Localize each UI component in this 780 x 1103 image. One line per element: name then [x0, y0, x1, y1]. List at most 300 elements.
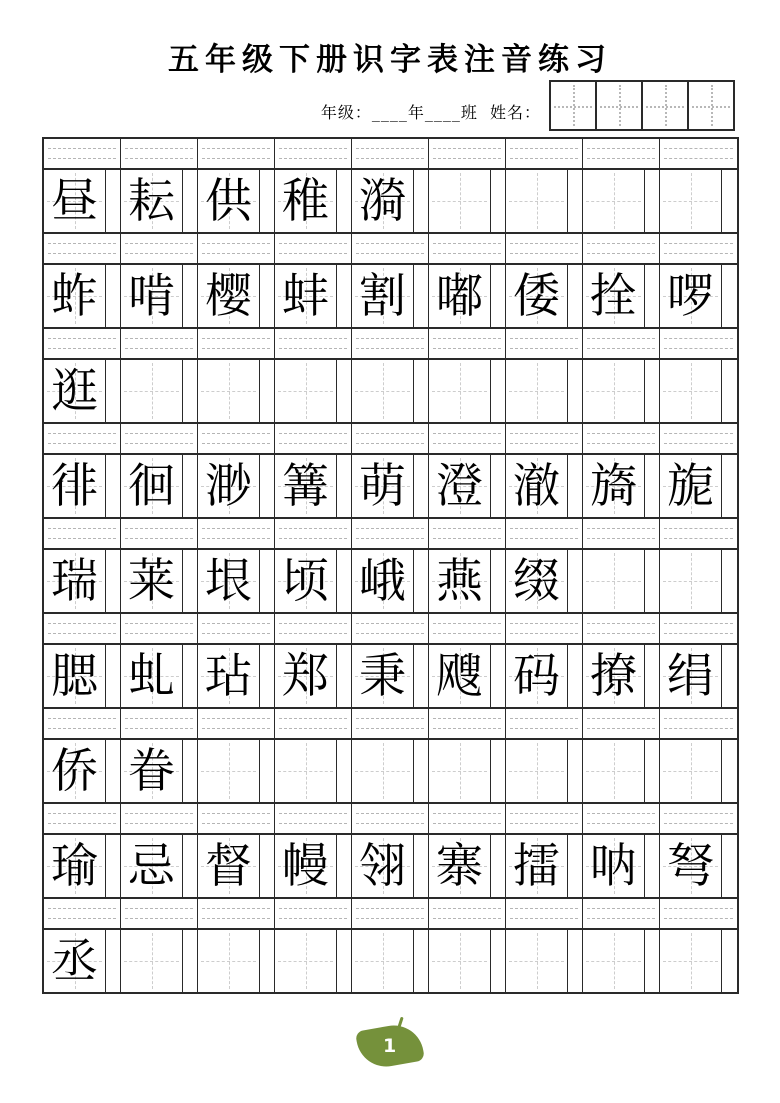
cell-spacer — [645, 455, 660, 517]
pinyin-cell — [275, 804, 352, 833]
cell-spacer — [722, 740, 737, 802]
character-cell — [198, 645, 260, 707]
cell-spacer — [645, 265, 660, 327]
cell-spacer — [337, 550, 352, 612]
character-cell — [121, 170, 183, 232]
character-cell — [660, 265, 722, 327]
pinyin-cell — [198, 614, 275, 643]
character-cell — [583, 265, 645, 327]
character-cell — [44, 265, 106, 327]
cell-spacer — [183, 550, 198, 612]
cell-spacer — [645, 170, 660, 232]
cell-spacer — [183, 360, 198, 422]
cell-spacer — [568, 455, 583, 517]
cell-spacer — [260, 360, 275, 422]
character-glyph: 徘 — [51, 458, 98, 514]
pinyin-cell — [275, 709, 352, 738]
cell-spacer — [568, 930, 583, 992]
cell-spacer — [106, 265, 121, 327]
cell-spacer — [260, 550, 275, 612]
character-glyph: 秉 — [359, 648, 406, 704]
cell-spacer — [568, 740, 583, 802]
character-cell — [275, 930, 337, 992]
cell-spacer — [183, 455, 198, 517]
character-glyph: 拴 — [590, 268, 637, 324]
cell-spacer — [260, 265, 275, 327]
character-glyph: 督 — [205, 838, 252, 894]
cell-spacer — [414, 360, 429, 422]
cell-spacer — [568, 170, 583, 232]
character-cell — [121, 740, 183, 802]
pinyin-cell — [198, 139, 275, 168]
cell-spacer — [491, 645, 506, 707]
character-cell — [583, 455, 645, 517]
character-cell — [352, 930, 414, 992]
character-glyph: 擂 — [513, 838, 560, 894]
pinyin-cell — [352, 899, 429, 928]
character-cell — [506, 645, 568, 707]
pinyin-cell — [583, 139, 660, 168]
character-glyph: 倭 — [513, 268, 560, 324]
pinyin-cell — [506, 614, 583, 643]
character-glyph: 寨 — [436, 838, 483, 894]
character-cell — [583, 550, 645, 612]
leaf-page-number-icon — [355, 1021, 425, 1072]
cell-spacer — [260, 930, 275, 992]
character-cell — [44, 930, 106, 992]
pinyin-cell — [583, 614, 660, 643]
character-cell — [429, 170, 491, 232]
character-glyph: 绢 — [667, 648, 714, 704]
pinyin-cell — [121, 234, 198, 263]
pinyin-cell — [121, 614, 198, 643]
pinyin-cell — [121, 139, 198, 168]
cell-spacer — [568, 360, 583, 422]
character-cell — [198, 360, 260, 422]
cell-spacer — [722, 455, 737, 517]
character-cell — [352, 360, 414, 422]
pinyin-cell — [429, 519, 506, 548]
pinyin-cell — [198, 709, 275, 738]
pinyin-cell — [275, 234, 352, 263]
character-row — [44, 740, 737, 802]
cell-spacer — [414, 455, 429, 517]
character-cell — [275, 645, 337, 707]
character-cell — [352, 455, 414, 517]
cell-spacer — [183, 170, 198, 232]
cell-spacer — [260, 740, 275, 802]
character-glyph: 啃 — [128, 268, 175, 324]
cell-spacer — [491, 265, 506, 327]
cell-spacer — [645, 360, 660, 422]
cell-spacer — [568, 550, 583, 612]
cell-spacer — [106, 360, 121, 422]
cell-spacer — [414, 930, 429, 992]
character-row — [44, 930, 737, 992]
cell-spacer — [260, 645, 275, 707]
cell-spacer — [414, 550, 429, 612]
character-row — [44, 170, 737, 232]
character-glyph: 昼 — [51, 173, 98, 229]
pinyin-cell — [121, 329, 198, 358]
pinyin-cell — [660, 234, 737, 263]
pinyin-cell — [429, 329, 506, 358]
cell-spacer — [722, 930, 737, 992]
cell-spacer — [106, 835, 121, 897]
character-glyph: 弩 — [667, 838, 714, 894]
pinyin-cell — [429, 424, 506, 453]
cell-spacer — [337, 360, 352, 422]
character-cell — [121, 265, 183, 327]
pinyin-cell — [352, 614, 429, 643]
page-footer — [358, 1026, 422, 1066]
character-cell — [429, 740, 491, 802]
character-glyph: 翎 — [359, 838, 406, 894]
pinyin-cell — [352, 424, 429, 453]
pinyin-row — [44, 612, 737, 645]
cell-spacer — [260, 835, 275, 897]
character-glyph: 萌 — [359, 458, 406, 514]
cell-spacer — [722, 360, 737, 422]
character-cell — [583, 835, 645, 897]
cell-spacer — [568, 645, 583, 707]
cell-spacer — [337, 170, 352, 232]
character-glyph: 呐 — [590, 838, 637, 894]
character-cell — [660, 550, 722, 612]
character-glyph: 嘟 — [436, 268, 483, 324]
page-title: 五年级下册识字表注音练习 — [168, 42, 612, 78]
character-cell — [44, 835, 106, 897]
pinyin-cell — [275, 899, 352, 928]
character-cell — [352, 550, 414, 612]
cell-spacer — [260, 170, 275, 232]
cell-spacer — [337, 645, 352, 707]
character-cell — [660, 835, 722, 897]
cell-spacer — [106, 740, 121, 802]
character-glyph: 供 — [205, 173, 252, 229]
character-cell — [121, 360, 183, 422]
cell-spacer — [645, 835, 660, 897]
pinyin-cell — [44, 519, 121, 548]
character-glyph: 蚱 — [51, 268, 98, 324]
pinyin-cell — [352, 804, 429, 833]
name-writing-grid — [549, 80, 735, 131]
pinyin-cell — [44, 709, 121, 738]
character-cell — [583, 360, 645, 422]
cell-spacer — [491, 360, 506, 422]
cell-spacer — [260, 455, 275, 517]
character-cell — [198, 455, 260, 517]
character-cell — [275, 455, 337, 517]
pinyin-cell — [506, 139, 583, 168]
character-cell — [429, 360, 491, 422]
pinyin-cell — [506, 804, 583, 833]
pinyin-cell — [44, 614, 121, 643]
character-glyph: 郑 — [282, 648, 329, 704]
character-cell — [352, 265, 414, 327]
character-glyph: 眷 — [128, 743, 175, 799]
cell-spacer — [645, 740, 660, 802]
pinyin-cell — [583, 804, 660, 833]
pinyin-row — [44, 802, 737, 835]
pinyin-cell — [44, 234, 121, 263]
pinyin-row — [44, 327, 737, 360]
character-cell — [506, 740, 568, 802]
pinyin-row — [44, 517, 737, 550]
character-cell — [121, 835, 183, 897]
character-row — [44, 265, 737, 327]
character-cell — [198, 930, 260, 992]
character-cell — [660, 360, 722, 422]
character-glyph: 丞 — [51, 933, 98, 989]
cell-spacer — [414, 170, 429, 232]
pinyin-cell — [198, 329, 275, 358]
character-glyph: 忌 — [128, 838, 175, 894]
character-glyph: 虬 — [128, 648, 175, 704]
character-glyph: 玷 — [205, 648, 252, 704]
cell-spacer — [722, 550, 737, 612]
character-cell — [352, 740, 414, 802]
character-cell — [198, 835, 260, 897]
character-cell — [506, 265, 568, 327]
pinyin-cell — [583, 899, 660, 928]
pinyin-cell — [660, 804, 737, 833]
character-cell — [121, 455, 183, 517]
character-glyph: 樱 — [205, 268, 252, 324]
character-glyph: 漪 — [359, 173, 406, 229]
character-cell — [198, 740, 260, 802]
cell-spacer — [722, 265, 737, 327]
cell-spacer — [337, 265, 352, 327]
pinyin-cell — [583, 424, 660, 453]
character-cell — [275, 835, 337, 897]
cell-spacer — [183, 835, 198, 897]
pinyin-cell — [44, 139, 121, 168]
character-cell — [275, 360, 337, 422]
name-cell — [643, 82, 689, 129]
pinyin-row — [44, 137, 737, 170]
cell-spacer — [183, 930, 198, 992]
character-cell — [506, 930, 568, 992]
character-glyph: 旎 — [667, 458, 714, 514]
cell-spacer — [568, 265, 583, 327]
cell-spacer — [491, 835, 506, 897]
pinyin-cell — [121, 804, 198, 833]
cell-spacer — [337, 835, 352, 897]
pinyin-cell — [198, 234, 275, 263]
character-cell — [429, 645, 491, 707]
character-glyph: 渺 — [205, 458, 252, 514]
character-glyph: 燕 — [436, 553, 483, 609]
pinyin-cell — [429, 709, 506, 738]
pinyin-row — [44, 422, 737, 455]
pinyin-cell — [583, 519, 660, 548]
pinyin-cell — [506, 329, 583, 358]
character-row — [44, 360, 737, 422]
pinyin-cell — [660, 139, 737, 168]
character-glyph: 垠 — [205, 553, 252, 609]
pinyin-row — [44, 707, 737, 740]
character-cell — [352, 170, 414, 232]
cell-spacer — [183, 740, 198, 802]
pinyin-cell — [583, 329, 660, 358]
pinyin-cell — [198, 424, 275, 453]
pinyin-cell — [506, 899, 583, 928]
character-cell — [121, 645, 183, 707]
pinyin-cell — [660, 709, 737, 738]
pinyin-cell — [121, 424, 198, 453]
cell-spacer — [337, 455, 352, 517]
character-cell — [275, 550, 337, 612]
cell-spacer — [568, 835, 583, 897]
character-cell — [275, 265, 337, 327]
character-glyph: 澈 — [513, 458, 560, 514]
character-glyph: 顷 — [282, 553, 329, 609]
character-cell — [583, 645, 645, 707]
page-number: 1 — [383, 1035, 397, 1058]
cell-spacer — [106, 930, 121, 992]
character-cell — [429, 550, 491, 612]
character-glyph: 侨 — [51, 743, 98, 799]
cell-spacer — [183, 265, 198, 327]
character-glyph: 篝 — [282, 458, 329, 514]
cell-spacer — [414, 645, 429, 707]
character-glyph: 蚌 — [282, 268, 329, 324]
pinyin-cell — [275, 424, 352, 453]
cell-spacer — [337, 930, 352, 992]
pinyin-cell — [198, 804, 275, 833]
character-cell — [506, 550, 568, 612]
pinyin-cell — [506, 234, 583, 263]
character-cell — [583, 740, 645, 802]
character-cell — [660, 740, 722, 802]
pinyin-cell — [429, 899, 506, 928]
pinyin-cell — [429, 614, 506, 643]
pinyin-cell — [660, 329, 737, 358]
character-glyph: 啰 — [667, 268, 714, 324]
character-cell — [121, 550, 183, 612]
character-glyph: 割 — [359, 268, 406, 324]
character-glyph: 旖 — [590, 458, 637, 514]
character-cell — [660, 645, 722, 707]
character-cell — [506, 360, 568, 422]
pinyin-cell — [198, 519, 275, 548]
character-cell — [198, 265, 260, 327]
character-cell — [44, 360, 106, 422]
pinyin-cell — [44, 804, 121, 833]
character-row — [44, 455, 737, 517]
character-cell — [506, 835, 568, 897]
pinyin-cell — [429, 139, 506, 168]
cell-spacer — [491, 930, 506, 992]
character-glyph: 徊 — [128, 458, 175, 514]
cell-spacer — [722, 835, 737, 897]
character-glyph: 瑜 — [51, 838, 98, 894]
character-cell — [429, 455, 491, 517]
character-cell — [583, 170, 645, 232]
cell-spacer — [491, 455, 506, 517]
character-glyph: 缀 — [513, 553, 560, 609]
character-cell — [660, 170, 722, 232]
character-glyph: 逛 — [51, 363, 98, 419]
pinyin-cell — [583, 709, 660, 738]
character-glyph: 腮 — [51, 648, 98, 704]
character-cell — [44, 645, 106, 707]
character-cell — [429, 265, 491, 327]
character-glyph: 撩 — [590, 648, 637, 704]
character-row — [44, 645, 737, 707]
pinyin-cell — [352, 329, 429, 358]
cell-spacer — [106, 455, 121, 517]
pinyin-cell — [275, 329, 352, 358]
character-glyph: 澄 — [436, 458, 483, 514]
grade-class-name-label: 年级：____年____班 姓名： — [320, 103, 541, 122]
name-cell — [597, 82, 643, 129]
character-cell — [275, 170, 337, 232]
pinyin-cell — [275, 519, 352, 548]
character-cell — [660, 455, 722, 517]
character-glyph: 码 — [513, 648, 560, 704]
cell-spacer — [491, 170, 506, 232]
pinyin-row — [44, 897, 737, 930]
cell-spacer — [337, 740, 352, 802]
character-row — [44, 550, 737, 612]
pinyin-cell — [352, 709, 429, 738]
cell-spacer — [722, 170, 737, 232]
pinyin-cell — [198, 899, 275, 928]
character-cell — [198, 550, 260, 612]
character-cell — [429, 930, 491, 992]
cell-spacer — [491, 550, 506, 612]
pinyin-cell — [44, 329, 121, 358]
character-glyph: 飕 — [436, 648, 483, 704]
pinyin-cell — [121, 899, 198, 928]
cell-spacer — [722, 645, 737, 707]
character-glyph: 耘 — [128, 173, 175, 229]
pinyin-cell — [660, 519, 737, 548]
pinyin-cell — [660, 899, 737, 928]
character-cell — [352, 645, 414, 707]
character-glyph: 幔 — [282, 838, 329, 894]
character-cell — [275, 740, 337, 802]
pinyin-row — [44, 232, 737, 265]
pinyin-cell — [583, 234, 660, 263]
pinyin-cell — [44, 424, 121, 453]
pinyin-cell — [275, 614, 352, 643]
cell-spacer — [645, 930, 660, 992]
character-cell — [583, 930, 645, 992]
cell-spacer — [183, 645, 198, 707]
pinyin-cell — [506, 424, 583, 453]
cell-spacer — [491, 740, 506, 802]
pinyin-cell — [660, 424, 737, 453]
cell-spacer — [414, 835, 429, 897]
pinyin-cell — [660, 614, 737, 643]
character-cell — [44, 455, 106, 517]
pinyin-cell — [429, 234, 506, 263]
pinyin-cell — [121, 519, 198, 548]
pinyin-cell — [275, 139, 352, 168]
pinyin-cell — [506, 709, 583, 738]
character-glyph: 稚 — [282, 173, 329, 229]
pinyin-cell — [352, 139, 429, 168]
cell-spacer — [414, 740, 429, 802]
character-cell — [44, 170, 106, 232]
character-cell — [44, 550, 106, 612]
cell-spacer — [645, 550, 660, 612]
cell-spacer — [645, 645, 660, 707]
character-cell — [506, 455, 568, 517]
